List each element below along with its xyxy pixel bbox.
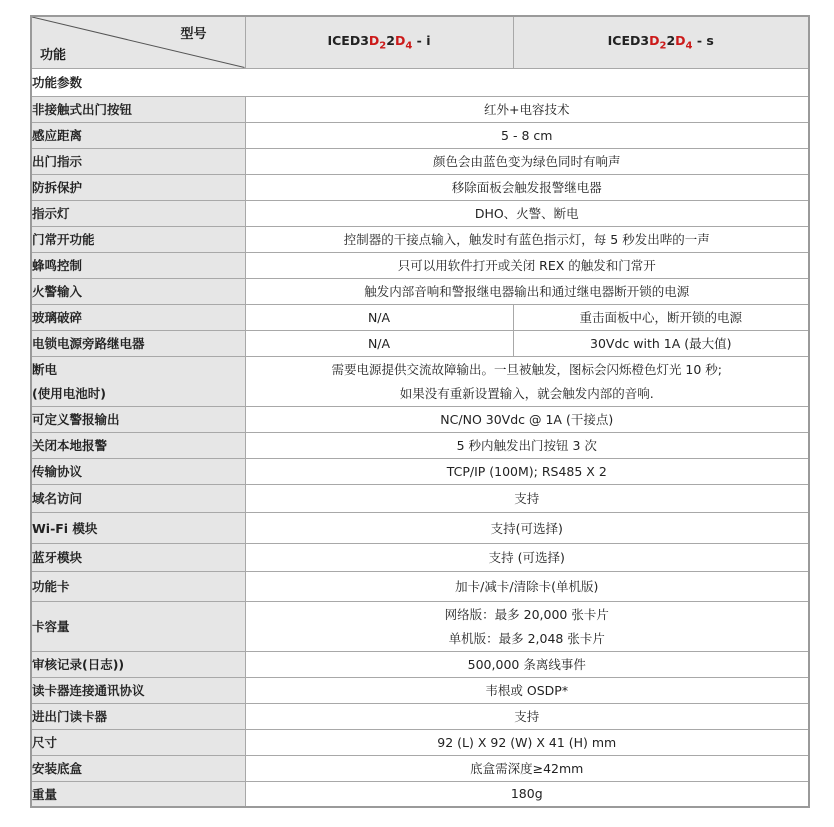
row-value [245,601,809,651]
row-value: 加卡/减卡/清除卡(单机版) [245,571,809,601]
row-value-line1: 网络版：最多 20,000 张卡片 [444,607,609,622]
row-value: 支持 (可选择) [245,543,809,571]
row-label: 玻璃破碎 [31,304,245,330]
row-label: 防拆保护 [31,174,245,200]
row-label [31,356,245,406]
row-value: DHO、火警、断电 [245,200,809,226]
row-value: 支持 [245,703,809,729]
model-header-label: 型号 [180,27,207,42]
table-row [31,677,809,703]
row-value-i: N/A [245,304,513,330]
row-value: 红外+电容技术 [245,96,809,122]
row-value: TCP/IP (100M); RS485 X 2 [245,458,809,484]
row-label: 可定义警报输出 [31,406,245,432]
row-label: 审核记录(日志)) [31,651,245,677]
row-value: 韦根或 OSDP* [245,677,809,703]
table-row [31,330,809,356]
row-value: 500,000 条离线事件 [245,651,809,677]
row-value: 180g [245,781,809,807]
row-label: 尺寸 [31,729,245,755]
row-label: 蓝牙模块 [31,543,245,571]
table-row [31,122,809,148]
row-label: 安装底盒 [31,755,245,781]
section-title: 功能参数 [31,68,809,96]
row-value: 底盒需深度≥42mm [245,755,809,781]
row-label: 指示灯 [31,200,245,226]
row-label: 感应距离 [31,122,245,148]
table-row [31,200,809,226]
row-value-i: N/A [245,330,513,356]
row-value: 支持 [245,484,809,512]
table-row [31,432,809,458]
table-row [31,406,809,432]
table-row [31,96,809,122]
row-label: 重量 [31,781,245,807]
table-row [31,304,809,330]
row-label: 传输协议 [31,458,245,484]
row-value: 颜色会由蓝色变为绿色同时有响声 [245,148,809,174]
row-label: 火警输入 [31,278,245,304]
row-label: 电锁电源旁路继电器 [31,330,245,356]
table-row [31,651,809,677]
table-row [31,703,809,729]
table-row [31,755,809,781]
section-row [31,68,809,96]
row-label: 域名访问 [31,484,245,512]
row-label: 关闭本地报警 [31,432,245,458]
function-header-label: 功能 [40,47,67,63]
table-row [31,278,809,304]
row-value: 触发内部音响和警报继电器输出和通过继电器断开锁的电源 [245,278,809,304]
header-diagonal-cell [31,16,245,68]
row-value [245,356,809,406]
row-value-s: 重击面板中心，断开锁的电源 [513,304,809,330]
table-row [31,484,809,512]
table-row [31,543,809,571]
row-value-line2: 单机版：最多 2,048 张卡片 [448,631,605,646]
row-value-line1: 需要电源提供交流故障输出。一旦被触发，图标会闪烁橙色灯光 10 秒; [331,362,723,377]
table-row [31,781,809,807]
model-i-header: $ICED3D_22D_4$ - i [245,16,513,68]
row-label: 进出门读卡器 [31,703,245,729]
row-label: 读卡器连接通讯协议 [31,677,245,703]
table-row [31,512,809,543]
row-label-line1: 断电 [32,362,58,377]
row-value: 控制器的干接点输入，触发时有蓝色指示灯，每 5 秒发出哔的一声 [245,226,809,252]
row-value: 5 - 8 cm [245,122,809,148]
row-label-line2: (使用电池时) [32,386,106,401]
table-row [31,356,809,406]
row-value: 92 (L) X 92 (W) X 41 (H) mm [245,729,809,755]
row-label: 功能卡 [31,571,245,601]
header-row [31,16,809,68]
table-row [31,458,809,484]
spec-table [30,15,810,808]
table-row [31,148,809,174]
row-value: NC/NO 30Vdc @ 1A (干接点) [245,406,809,432]
table-row [31,729,809,755]
row-label: Wi-Fi 模块 [31,512,245,543]
row-value: 移除面板会触发报警继电器 [245,174,809,200]
row-value-s: 30Vdc with 1A (最大值) [513,330,809,356]
table-row [31,252,809,278]
row-label: 蜂鸣控制 [31,252,245,278]
row-value: 5 秒内触发出门按钮 3 次 [245,432,809,458]
row-value-line2: 如果没有重新设置输入，就会触发内部的音响. [399,386,654,401]
table-row [31,226,809,252]
row-label: 卡容量 [31,601,245,651]
row-label: 出门指示 [31,148,245,174]
table-row [31,571,809,601]
row-value: 只可以用软件打开或关闭 REX 的触发和门常开 [245,252,809,278]
row-value: 支持(可选择) [245,512,809,543]
row-label: 门常开功能 [31,226,245,252]
row-label: 非接触式出门按钮 [31,96,245,122]
model-s-header: $ICED3D_22D_4$ - s [513,16,809,68]
table-row [31,174,809,200]
table-row [31,601,809,651]
